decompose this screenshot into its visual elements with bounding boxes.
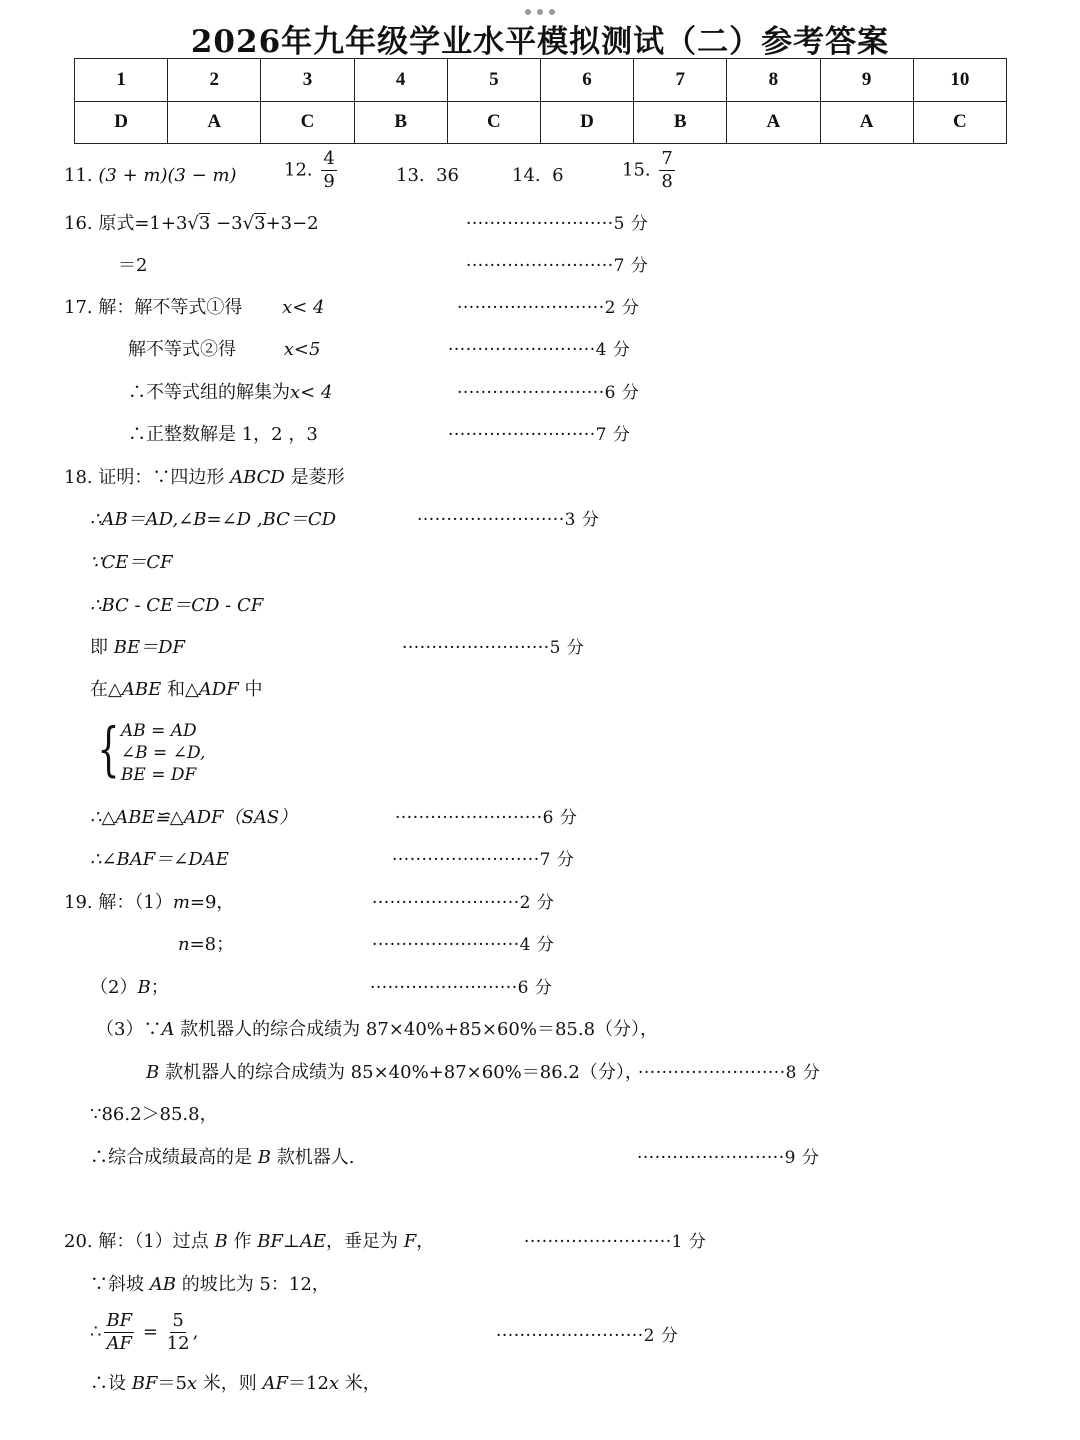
score-points: ·························7 分 [448, 425, 631, 445]
text: 米， [339, 1373, 381, 1394]
score-points: ·························4 分 [372, 935, 555, 955]
text: ∵斜坡 [90, 1274, 150, 1295]
q15-fraction [659, 150, 674, 191]
fraction-denominator: 9 [323, 171, 335, 192]
q19-line-6: ∵86.2＞85.8， [90, 1104, 218, 1125]
table-cell: 4 [354, 59, 447, 102]
text: （3）∵ [96, 1019, 162, 1040]
q17-line-4: ∴正整数解是 1，2 ，3 [128, 424, 318, 445]
q13-label: 13. [396, 165, 425, 186]
ratio-fraction [104, 1312, 134, 1353]
fraction-numerator: 4 [323, 148, 335, 169]
q15-answer [622, 150, 678, 191]
text: 解不等式②得 [128, 339, 236, 360]
math-expression: ABCD [230, 467, 285, 488]
table-cell: B [354, 101, 447, 144]
text: 16. 原式=1+3 [64, 213, 188, 234]
q19-line-4 [96, 1018, 658, 1042]
condition-line: ∠B = ∠D, [120, 743, 206, 763]
q18-line-4: ∴BC - CE＝CD - CF [90, 595, 264, 616]
q18-line-7: ∴△ABE≌△ADF（SAS） [90, 807, 298, 828]
score-points: ·························5 分 [466, 214, 649, 234]
fraction-numerator: 7 [661, 148, 673, 169]
q19-line-1 [64, 891, 234, 915]
math-expression: B [137, 977, 151, 998]
q20-line-1 [64, 1230, 434, 1254]
text: 的坡比为 5：12， [175, 1274, 330, 1295]
sqrt-symbol: √ [187, 213, 199, 234]
score-points: ·························2 分 [457, 298, 640, 318]
score-points: ·························6 分 [395, 808, 578, 828]
table-cell: C [261, 101, 354, 144]
q15-label: 15. [622, 159, 651, 181]
text: ， [416, 1231, 435, 1252]
score-points: ·························6 分 [457, 383, 640, 403]
congruence-conditions [90, 715, 206, 786]
table-cell: C [913, 101, 1006, 144]
text: = [137, 1321, 164, 1343]
text: +3−2 [265, 213, 319, 234]
table-cell: 8 [727, 59, 820, 102]
q12-answer [284, 150, 340, 191]
sqrt-radicand: 3 [198, 213, 211, 234]
math-expression: x [328, 1373, 340, 1394]
text: 是菱形 [284, 467, 345, 488]
q18-line-3: ∵CE＝CF [90, 552, 173, 573]
text: =9， [189, 892, 235, 913]
math-expression: n [178, 934, 190, 955]
math-expression: AF [262, 1373, 289, 1394]
table-cell: B [634, 101, 727, 144]
sqrt-radicand: 3 [254, 213, 266, 234]
score-points: ·························2 分 [496, 1326, 679, 1346]
math-expression: B [146, 1062, 160, 1083]
text: 17. 解：解不等式①得 [64, 297, 243, 318]
text: 米，则 [197, 1373, 263, 1394]
math-expression: BF⊥AE [257, 1231, 327, 1252]
table-cell: 2 [168, 59, 261, 102]
table-cell: C [447, 101, 540, 144]
text: ； [150, 977, 169, 998]
table-cell: A [168, 101, 261, 144]
table-cell: 7 [634, 59, 727, 102]
q16-line-2: ＝2 [118, 255, 148, 276]
q12-fraction [321, 150, 336, 191]
score-points: ·························7 分 [466, 256, 649, 276]
table-cell: 10 [913, 59, 1006, 102]
q11-label: 11. [64, 165, 93, 186]
score-points: ·························2 分 [372, 893, 555, 913]
table-cell: A [727, 101, 820, 144]
text: ＝5 [157, 1373, 187, 1394]
answer-row [75, 101, 1007, 144]
text: 即 [90, 637, 114, 658]
table-cell: 9 [820, 59, 913, 102]
q20-line-4 [90, 1372, 381, 1396]
fraction-numerator: 5 [172, 1310, 184, 1331]
score-points: ·························7 分 [392, 850, 575, 870]
text: ＝12 [288, 1373, 329, 1394]
handle-dot [525, 9, 531, 15]
text: −3 [210, 213, 243, 234]
q14-label: 14. [512, 165, 541, 186]
score-points: ·························4 分 [448, 340, 631, 360]
math-expression: BF [131, 1373, 158, 1394]
math-expression: A [161, 1019, 175, 1040]
table-cell: 6 [540, 59, 633, 102]
math-expression: BE＝DF [113, 637, 186, 658]
text: 作 [227, 1231, 258, 1252]
q19-line-3 [90, 976, 169, 1000]
q17-line-2 [128, 338, 320, 362]
handle-dot [549, 9, 555, 15]
table-cell: D [75, 101, 168, 144]
text: ∴ [90, 1321, 102, 1343]
text: 19. 解：（1） [64, 892, 173, 913]
text: 20. 解：（1）过点 [64, 1231, 215, 1252]
answer-table [74, 58, 1007, 144]
text: 18. 证明：∵四边形 [64, 467, 231, 488]
question-number-row [75, 59, 1007, 102]
text: 款机器人的综合成绩为 85×40%+87×60%＝86.2（分）， [159, 1062, 643, 1083]
drag-handle[interactable] [525, 8, 555, 16]
text: 和△ [161, 679, 199, 700]
text: =8； [189, 934, 235, 955]
q14-answer [512, 164, 564, 188]
handle-dot [537, 9, 543, 15]
q17-line-1 [64, 296, 325, 320]
condition-line: BE = DF [120, 765, 197, 785]
score-points: ·························5 分 [402, 638, 585, 658]
table-cell: 5 [447, 59, 540, 102]
condition-line: AB = AD [120, 721, 197, 741]
fraction-denominator: 12 [166, 1333, 190, 1354]
q11-answer [64, 164, 237, 188]
score-points: ·························1 分 [524, 1232, 707, 1252]
text: ，垂足为 [326, 1231, 404, 1252]
q18-line-6 [90, 678, 262, 702]
q18-line-8: ∴∠BAF＝∠DAE [90, 849, 229, 870]
text: ∴不等式组的解集为 [128, 382, 290, 403]
q13-answer [396, 164, 459, 188]
q19-line-5 [146, 1061, 643, 1085]
table-cell: A [820, 101, 913, 144]
score-points: ·························9 分 [637, 1148, 820, 1168]
score-points: ·························8 分 [638, 1063, 821, 1083]
q19-line-2 [178, 933, 234, 957]
q14-value: 6 [552, 165, 564, 186]
q16-line-1 [64, 212, 319, 236]
table-cell: 1 [75, 59, 168, 102]
text: 在△ [90, 679, 122, 700]
q11-value: (3 + m)(3 − m) [98, 165, 237, 186]
ratio-fraction [167, 1312, 190, 1353]
math-expression: B [257, 1147, 271, 1168]
text: 中 [238, 679, 263, 700]
math-expression: x<5 [283, 339, 321, 360]
math-expression: ADF [198, 679, 239, 700]
text: 款机器人的综合成绩为 87×40%+85×60%＝85.8（分）， [174, 1019, 659, 1040]
score-points: ·························6 分 [370, 978, 553, 998]
score-points: ·························3 分 [417, 510, 600, 530]
q13-value: 36 [436, 165, 459, 186]
q12-label: 12. [284, 159, 313, 181]
fraction-denominator: 8 [661, 171, 673, 192]
math-expression: x [186, 1373, 198, 1394]
text: （2） [90, 977, 138, 998]
fraction-numerator: BF [106, 1310, 133, 1331]
q20-line-2 [90, 1273, 330, 1297]
fraction-denominator: AF [106, 1333, 133, 1354]
q19-line-7 [90, 1146, 354, 1170]
text: ∴综合成绩最高的是 [90, 1147, 258, 1168]
math-expression: x< 4 [290, 382, 333, 403]
brace-symbol: { [97, 715, 120, 783]
math-expression: ABE [121, 679, 162, 700]
q18-line-2: ∴AB＝AD,∠B=∠D ,BC＝CD [90, 509, 337, 530]
sqrt-symbol: √ [242, 213, 255, 234]
text: ∴设 [90, 1373, 132, 1394]
math-expression: x< 4 [282, 297, 325, 318]
text: 款机器人. [270, 1147, 355, 1168]
text: , [192, 1321, 199, 1343]
q20-line-3 [90, 1312, 198, 1353]
table-cell: 3 [261, 59, 354, 102]
math-expression: B [214, 1231, 228, 1252]
table-cell: D [540, 101, 633, 144]
q18-line-1 [64, 466, 345, 490]
page-title: 2026年九年级学业水平模拟测试（二）参考答案 [190, 24, 890, 60]
math-expression: F [403, 1231, 417, 1252]
math-expression: m [172, 892, 190, 913]
q17-line-3 [128, 381, 332, 405]
q18-line-5 [90, 636, 185, 660]
math-expression: AB [149, 1274, 176, 1295]
